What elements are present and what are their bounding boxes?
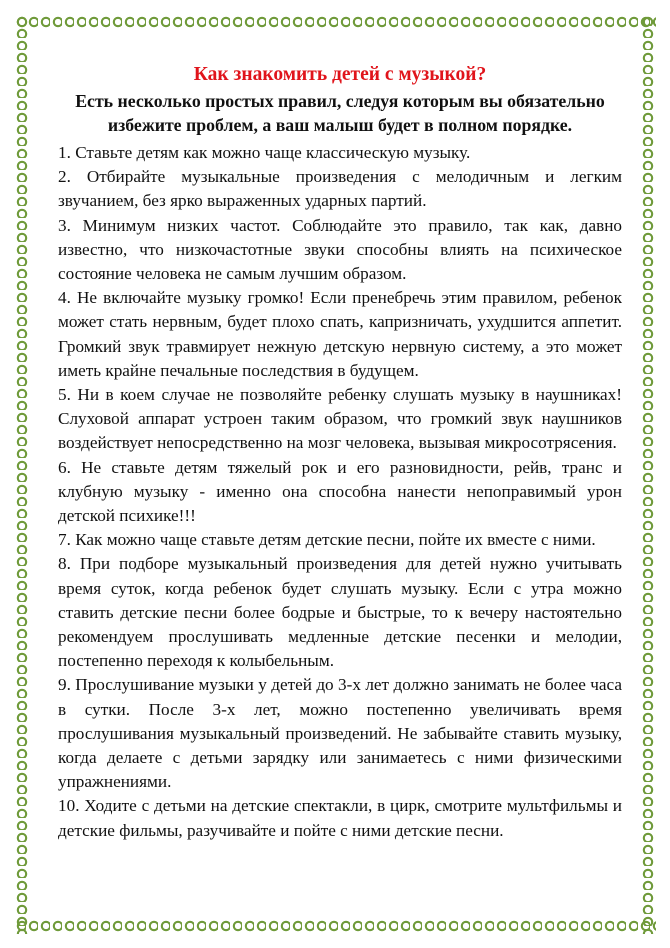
- border-right-ornament: [640, 14, 656, 934]
- rule-item: 4. Не включайте музыку громко! Если пренебречь этим правилом, ребенок может стать нервным, будет плохо спать, капризничать, ухудшится аппетит. Громкий звук травмирует нежную детскую нервную систему, а это может иметь крайне печальные последствия в будущем.: [58, 288, 622, 380]
- rule-item: 9. Прослушивание музыки у детей до 3-х лет должно занимать не более часа в сутки. После 3-х лет, можно постепенно увеличивать время прослушивания музыкальный произведений. Не забывайте ставить музыку, когда делаете с детьми зарядку или занимаетесь с ними физическими упражнениями.: [58, 675, 622, 792]
- border-bottom-ornament: [14, 918, 656, 934]
- document-title: Как знакомить детей с музыкой?: [193, 64, 487, 85]
- document-subtitle: Есть несколько простых правил, следуя которым вы обязательно избежите проблем, а ваш малыш будет в полном порядке.: [75, 91, 605, 135]
- rule-item: 3. Минимум низких частот. Соблюдайте это правило, так как, давно известно, что низкочастотные звуки способны влиять на психическое состояние человека не самым лучшим образом.: [58, 215, 622, 284]
- rule-item: 10. Ходите с детьми на детские спектакли, в цирк, смотрите мультфильмы и детские фильмы, разучивайте и пойте с ними детские песни.: [58, 796, 622, 840]
- rule-item: 1. Ставьте детям как можно чаще классическую музыку.: [58, 143, 471, 162]
- rule-item: 7. Как можно чаще ставьте детям детские песни, пойте их вместе с ними.: [58, 530, 596, 550]
- rule-item: 8. При подборе музыкальный произведения для детей нужно учитывать время суток, когда ребенок будет слушать музыку. Если с утра можно ставить детские песни более бодрые и быстрые, то к вечеру настоятельно рекомендуем прослушивать медленные детские песенки и мелодии, постепенно переходя к колыбельным.: [58, 554, 622, 671]
- border-top-ornament: [14, 14, 656, 30]
- rule-item: 5. Ни в коем случае не позволяйте ребенку слушать музыку в наушниках! Слуховой аппарат устроен таким образом, что громкий звук наушников воздействует непосредственно на мозг человека, вызывая микросотрясения.: [58, 385, 622, 453]
- rule-item: 6. Не ставьте детям тяжелый рок и его разновидности, рейв, транс и клубную музыку - именно она способна нанести непоправимый урон детской психике!!!: [58, 457, 622, 526]
- document-content: [58, 62, 622, 843]
- border-left-ornament: [14, 14, 30, 934]
- rule-item: 2. Отбирайте музыкальные произведения с мелодичным и легким звучанием, без ярко выраженных ударных партий.: [58, 167, 622, 211]
